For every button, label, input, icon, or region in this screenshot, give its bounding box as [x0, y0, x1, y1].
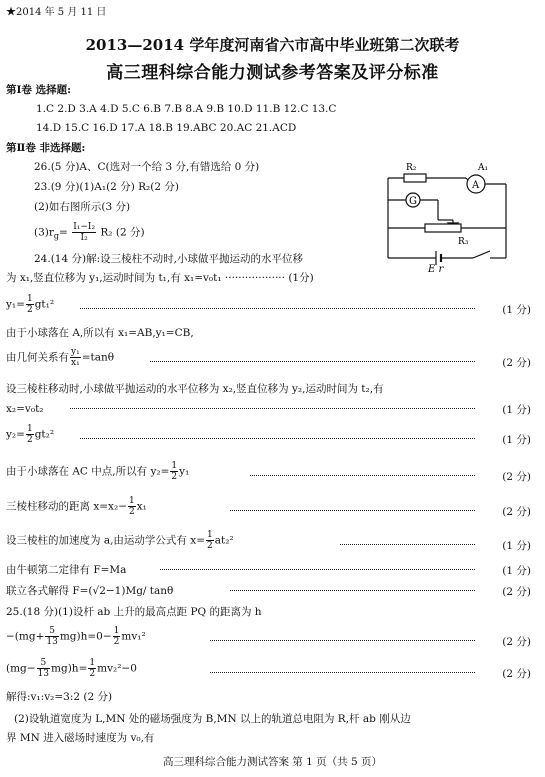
battery-label: E r: [428, 264, 444, 273]
eq-down-dots: [210, 666, 475, 680]
eq-tan: 由几何关系有 $\frac{\text{y₁}}{\text{x₁}}$ =tanθ: [6, 347, 115, 368]
eq-up-score: (2 分): [502, 636, 531, 648]
eq-tan-dots: [150, 355, 475, 369]
eq-x2-dots: [70, 402, 475, 416]
q25-part2-line1: (2)设轨道宽度为 L,MN 处的磁场强度为 B,MN 以上的轨道总电阻为 R,杆 ab 刚从边: [14, 713, 411, 725]
q23-part1: 23.(9 分)(1)A₁(2 分) R₂(2 分): [34, 181, 179, 193]
eq-newton-dots: [160, 563, 475, 577]
date-line: ★2014 年 5 月 11 日: [6, 7, 107, 18]
q24-line2: 为 x₁,竖直位移为 y₁,运动时间为 t₁,有 x₁=v₀t₁ ·················· (1分): [6, 272, 314, 284]
q23-part3: $(3)r_g=$ $\frac{\text{I₁−I₂}}{\text{I₂}}$ R₂ (2 分): [34, 222, 145, 243]
eq-force-dots: [230, 584, 475, 598]
eq-accel-dots: [340, 538, 475, 552]
eq-x2-score: (1 分): [502, 404, 531, 416]
eq-tan-score: (2 分): [502, 357, 531, 369]
eq-newton-score: (1 分): [502, 565, 531, 577]
eq-distance-dots: [230, 504, 475, 518]
eq-force-score: (2 分): [502, 586, 531, 598]
answers-row-1: 1.C 2.D 3.A 4.D 5.C 6.B 7.B 8.A 9.B 10.D 11.B 12.C 13.C: [36, 103, 337, 115]
q25-part2-line2: 界 MN 进入磁场时速度为 v₀,有: [6, 732, 155, 744]
eq-newton: 由牛顿第二定律有 F=Ma: [6, 564, 127, 576]
r2-resistor: [404, 174, 426, 182]
eq-y2: y₂= $\frac{1}{2}$ gt₂²: [6, 424, 55, 445]
switch-lever: [473, 251, 490, 258]
moving-prism: 设三棱柱移动时,小球做平抛运动的水平位移为 x₂,竖直位移为 y₂,运动时间为 t₂,有: [6, 383, 384, 395]
eq-y2-dots: [80, 432, 475, 446]
ammeter-symbol: A: [472, 180, 480, 191]
r3-rheostat: [425, 224, 461, 232]
r2-label: R₂: [406, 163, 417, 173]
eq-distance: 三棱柱移动的距离 x=x₂− $\frac{1}{2}$ x₁: [6, 496, 147, 517]
q24-line1: 24.(14 分)解:设三棱柱不动时,小球做平抛运动的水平位移: [34, 253, 303, 265]
landing-a: 由于小球落在 A,所以有 x₁=AB,y₁=CB,: [6, 327, 194, 339]
eq-midpoint: 由于小球落在 AC 中点,所以有 y₂= $\frac{1}{2}$ y₁: [6, 461, 190, 482]
page-footer: 高三理科综合能力测试答案 第 1 页（共 5 页）: [162, 756, 383, 768]
eq-y1-score: (1 分): [502, 304, 531, 316]
eq-up: −(mg+ $\frac{5}{13}$ mg)h=0− $\frac{1}{2}$ mv₁²: [6, 626, 146, 647]
galvanometer-symbol: G: [409, 196, 417, 207]
eq-distance-score: (2 分): [502, 506, 531, 518]
q26-answer: 26.(5 分)A、C(选对一个给 3 分,有错选给 0 分): [34, 161, 260, 173]
part1-heading: 第Ⅰ卷 选择题:: [6, 84, 71, 96]
eq-y2-score: (1 分): [502, 434, 531, 446]
ratio-solution: 解得:v₁:v₂=3:2 (2 分): [6, 691, 113, 703]
part2-heading: 第Ⅱ卷 非选择题:: [6, 142, 86, 154]
eq-midpoint-score: (2 分): [502, 471, 531, 483]
eq-down: (mg− $\frac{5}{13}$ mg)h= $\frac{1}{2}$ mv₂²−0: [6, 658, 137, 679]
eq-accel-score: (1 分): [502, 540, 531, 552]
exam-title: 2013—2014 学年度河南省六市高中毕业班第二次联考: [85, 36, 460, 54]
eq-down-score: (2 分): [502, 668, 531, 680]
eq-y1-dots: [80, 302, 475, 316]
exam-subtitle: 高三理科综合能力测试参考答案及评分标准: [106, 63, 439, 83]
eq-accel: 设三棱柱的加速度为 a,由运动学公式有 x= $\frac{1}{2}$ at₂²: [6, 530, 234, 551]
eq-midpoint-dots: [250, 469, 475, 483]
eq-y1: y₁= $\frac{1}{2}$ gt₁²: [6, 294, 55, 315]
circuit-diagram: [378, 158, 518, 273]
eq-force: 联立各式解得 F=(√2−1)Mg/ tanθ: [6, 585, 174, 597]
answers-row-2: 14.D 15.C 16.D 17.A 18.B 19.ABC 20.AC 21.ACD: [36, 122, 297, 134]
r3-label: R₃: [458, 237, 469, 247]
eq-up-dots: [210, 634, 475, 648]
q23-part2: (2)如右图所示(3 分): [34, 201, 131, 213]
eq-x2: x₂=v₀t₂: [6, 403, 44, 415]
a1-label: A₁: [478, 163, 489, 173]
q25-line1: 25.(18 分)(1)设杆 ab 上升的最高点距 PQ 的距离为 h: [6, 606, 262, 618]
